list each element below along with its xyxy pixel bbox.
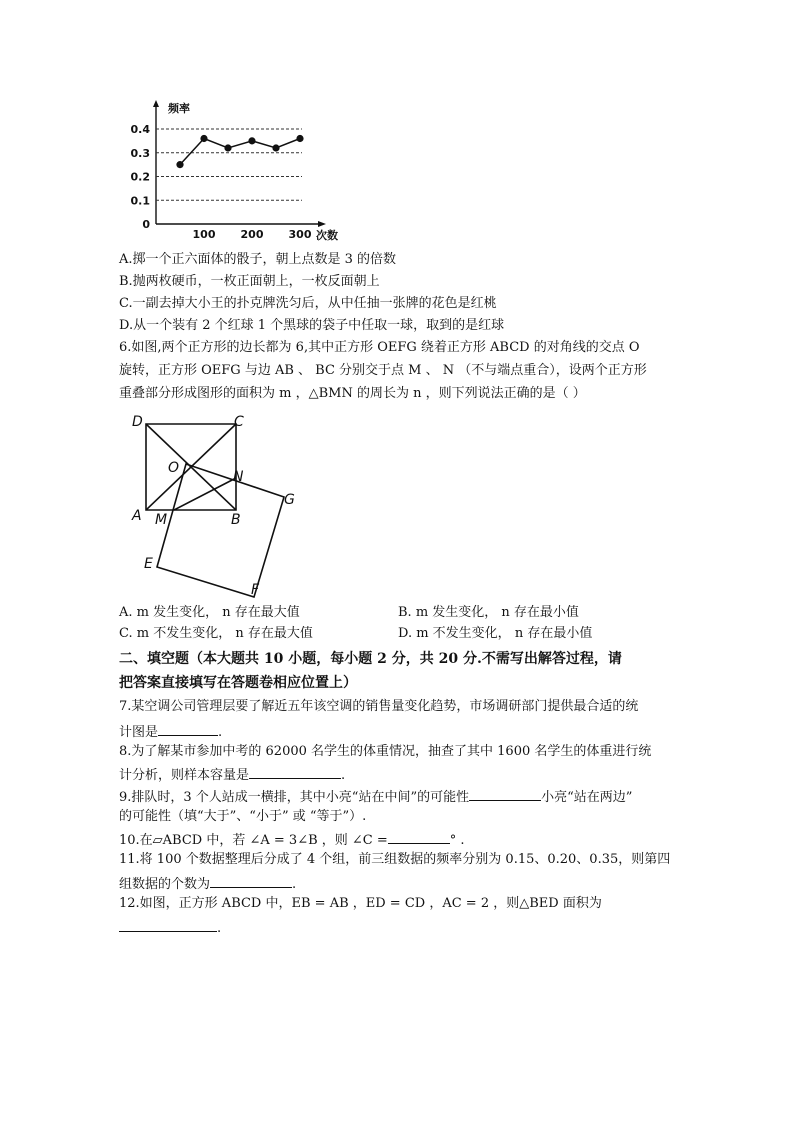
- q9-part1: 9.排队时，3 个人站成一横排，其中小亮“站在中间”的可能性: [119, 790, 470, 805]
- q7-line2: [119, 721, 222, 742]
- q5-option-b: B.抛两枚硬币，一枚正面朝上，一枚反面朝上: [119, 274, 380, 289]
- section-2-heading-line2: 把答案直接填写在答题卷相应位置上）: [119, 675, 357, 691]
- q9-line2: 的可能性（填“大于”、“小于” 或 “等于”）.: [119, 809, 367, 824]
- q7-end: .: [218, 725, 223, 740]
- y-tick-label: 0.3: [130, 146, 150, 160]
- x-tick-label: 200: [240, 228, 264, 241]
- x-tick-label: 100: [192, 228, 216, 241]
- data-point: [200, 135, 207, 142]
- q7-line1: 7.某空调公司管理层要了解近五年该空调的销售量变化趋势，市场调研部门提供最合适的统: [119, 699, 639, 714]
- frequency-chart: [118, 98, 348, 248]
- q11-line2: [119, 873, 296, 894]
- q8-line2: [119, 764, 345, 785]
- q9-part2: 小亮“站在两边”: [541, 790, 633, 805]
- y-tick-label: 0: [142, 218, 150, 231]
- label-m: M: [155, 512, 168, 528]
- q11-end: .: [292, 877, 297, 892]
- q12-end: .: [217, 921, 222, 936]
- y-tick-label: 0.4: [130, 123, 150, 136]
- q10-line: [119, 829, 465, 850]
- q12-answer-blank[interactable]: [119, 917, 217, 932]
- q11-answer-blank[interactable]: [210, 873, 292, 888]
- label-d: D: [132, 414, 143, 430]
- label-n: N: [233, 469, 244, 485]
- frequency-line: [180, 139, 300, 165]
- q9-answer-blank[interactable]: [469, 786, 541, 801]
- q6-option-b: B. m 发生变化， n 存在最小值: [398, 605, 579, 620]
- q6-stem-line2: 旋转，正方形 OEFG 与边 AB 、 BC 分别交于点 M 、 N （不与端点重合），设两个正方形: [119, 363, 647, 378]
- q10-end: ° .: [449, 833, 465, 848]
- data-point: [272, 144, 279, 151]
- y-tick-label: 0.1: [130, 194, 150, 208]
- q8-prefix: 计分析，则样本容量是: [119, 768, 250, 783]
- data-point: [176, 161, 183, 168]
- q6-option-d: D. m 不发生变化， n 存在最小值: [398, 626, 593, 641]
- q9-line1: [119, 786, 632, 807]
- q5-option-c: C.一副去掉大小王的扑克牌洗匀后，从中任抽一张牌的花色是红桃: [119, 296, 497, 311]
- label-a: A: [132, 508, 142, 524]
- q10-text: 10.在▱ABCD 中，若 ∠A = 3∠B ，则 ∠C =: [119, 833, 388, 848]
- label-b: B: [231, 512, 241, 528]
- q5-option-d: D.从一个装有 2 个红球 1 个黑球的袋子中任取一球，取到的是红球: [119, 318, 505, 333]
- square-oefg: [157, 464, 284, 597]
- data-point: [224, 144, 231, 151]
- q6-option-a: A. m 发生变化， n 存在最大值: [119, 605, 300, 620]
- q10-answer-blank[interactable]: [388, 829, 450, 844]
- q12-line2: [119, 917, 221, 938]
- section-2-heading-line1: 二、填空题（本大题共 10 小题，每小题 2 分，共 20 分.不需写出解答过程，请: [119, 651, 622, 667]
- q5-option-a: A.掷一个正六面体的骰子，朝上点数是 3 的倍数: [119, 252, 397, 267]
- x-tick-label: 300: [288, 228, 312, 241]
- q6-option-c: C. m 不发生变化， n 存在最大值: [119, 626, 313, 641]
- x-axis-label: 次数: [316, 229, 338, 242]
- q11-line1: 11.将 100 个数据整理后分成了 4 个组，前三组数据的频率分别为 0.15、0.20、0.35，则第四: [119, 852, 671, 867]
- square-rotation-figure: [118, 410, 308, 600]
- y-axis-label: 频率: [168, 102, 190, 115]
- q8-end: .: [341, 768, 346, 783]
- label-o: O: [168, 460, 180, 476]
- q6-stem-line3: 重叠部分形成图形的面积为 m ，△BMN 的周长为 n ，则下列说法正确的是（ ）: [119, 386, 586, 401]
- q7-answer-blank[interactable]: [158, 721, 218, 736]
- q7-prefix: 计图是: [119, 725, 159, 740]
- segment-mn: [174, 478, 236, 510]
- q6-stem-line1: 6.如图,两个正方形的边长都为 6,其中正方形 OEFG 绕着正方形 ABCD 的对角线的交点 O: [119, 340, 640, 355]
- data-point: [296, 135, 303, 142]
- data-point: [248, 137, 255, 144]
- q8-answer-blank[interactable]: [249, 764, 341, 779]
- label-g: G: [284, 492, 295, 508]
- label-c: C: [234, 414, 244, 430]
- x-axis-arrow: [318, 221, 326, 227]
- q12-line1: 12.如图，正方形 ABCD 中，EB = AB ，ED = CD ，AC = 2 ，则△BED 面积为: [119, 896, 602, 911]
- label-f: F: [251, 582, 260, 598]
- q8-line1: 8.为了解某市参加中考的 62000 名学生的体重情况，抽查了其中 1600 名学生的体重进行统: [119, 744, 652, 759]
- q11-prefix: 组数据的个数为: [119, 877, 211, 892]
- y-tick-label: 0.2: [130, 170, 150, 184]
- y-axis-arrow: [153, 100, 159, 107]
- label-e: E: [144, 556, 153, 572]
